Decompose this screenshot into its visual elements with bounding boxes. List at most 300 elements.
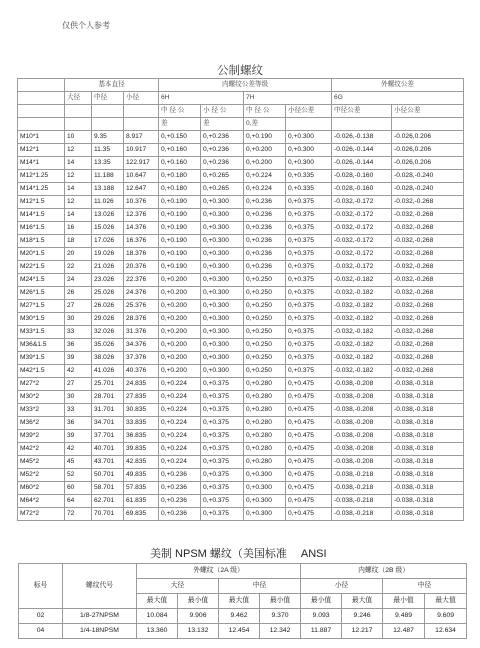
table-cell: -0.032,-0.268 (392, 274, 464, 287)
table-cell: 40.701 (92, 443, 124, 456)
table-cell: 0,+0.190 (159, 248, 201, 261)
table-cell: 0,+0.300 (286, 131, 332, 144)
table-cell: -0.032,-0.182 (332, 300, 392, 313)
table-cell: 30.835 (124, 404, 159, 417)
table-cell: -0.038,-0.318 (392, 443, 464, 456)
table-cell: 0,+0.236 (244, 248, 286, 261)
table-cell: 50.701 (92, 469, 124, 482)
table-cell: 0,+0.280 (244, 378, 286, 391)
table-cell: 9.906 (178, 609, 219, 624)
table-cell: -0.032,-0.172 (332, 248, 392, 261)
table-cell: -0.038,-0.318 (392, 430, 464, 443)
metric-table-row (18, 430, 464, 443)
table-cell: 0,+0.375 (201, 482, 244, 495)
table-cell: 22.376 (124, 274, 159, 287)
npsm-major-header: 大径 (137, 579, 219, 594)
npsm-min-header: 最小值 (301, 594, 342, 609)
table-cell: 0,+0.200 (159, 300, 201, 313)
table-cell: M14*1 (18, 157, 65, 170)
metric-header-row-1 (18, 79, 464, 92)
metric-table-row (18, 508, 464, 521)
table-cell: -0.032,-0.268 (392, 196, 464, 209)
table-cell: 25.701 (92, 378, 124, 391)
table-cell: M12*1.5 (18, 196, 65, 209)
table-cell: 0,+0.300 (201, 339, 244, 352)
metric-table-row (18, 365, 464, 378)
table-cell: 0,+0.224 (159, 417, 201, 430)
table-cell: -0.038,-0.208 (332, 378, 392, 391)
table-cell: 34.376 (124, 339, 159, 352)
npsm-title-suffix: ANSI (300, 548, 327, 560)
table-cell: 0,+0.200 (244, 144, 286, 157)
page-header-note: 仅供个人参考 (62, 21, 110, 30)
table-cell: 0,+0.300 (286, 157, 332, 170)
table-cell: M20*1.5 (18, 248, 65, 261)
table-cell: 0,+0.475 (286, 469, 332, 482)
table-cell: 0,+0.190 (159, 235, 201, 248)
table-cell: 0,+0.190 (244, 131, 286, 144)
table-cell: -0.026,-0.144 (332, 144, 392, 157)
metric-table-row (18, 196, 464, 209)
table-cell: 39 (65, 352, 92, 365)
table-cell: -0.032,-0.182 (332, 287, 392, 300)
table-cell: 31.701 (92, 404, 124, 417)
table-cell: 14 (65, 209, 92, 222)
table-cell: 0,+0.375 (201, 404, 244, 417)
npsm-table-row (19, 624, 467, 639)
table-cell: -0.038,-0.208 (332, 417, 392, 430)
npsm-number-header: 标号 (19, 564, 63, 609)
table-cell: 0,+0.300 (201, 235, 244, 248)
table-cell: 16.376 (124, 235, 159, 248)
table-cell: M33*2 (18, 404, 65, 417)
table-cell: M60*2 (18, 482, 65, 495)
table-cell: 0,+0.236 (244, 261, 286, 274)
npsm-min-header: 最小值 (178, 594, 219, 609)
table-cell: -0.038,-0.208 (332, 430, 392, 443)
table-cell: 19.026 (92, 248, 124, 261)
npsm-minor-header: 小径 (301, 579, 383, 594)
metric-table-row (18, 170, 464, 183)
table-cell: 0,+0.236 (244, 209, 286, 222)
table-cell: 27.835 (124, 391, 159, 404)
table-cell: 0,+0.236 (244, 235, 286, 248)
npsm-max-header: 最大值 (425, 594, 467, 609)
npsm-pitch-header: 中径 (219, 579, 301, 594)
table-cell: -0.038,-0.318 (392, 495, 464, 508)
table-cell: M33*1.5 (18, 326, 65, 339)
table-cell: -0.038,-0.218 (332, 495, 392, 508)
grade-6h-header: 6H (159, 92, 244, 105)
table-cell: 0,+0.375 (201, 508, 244, 521)
table-cell: M24*1.5 (18, 274, 65, 287)
table-cell: M36*2 (18, 417, 65, 430)
table-cell: -0.026,-0.138 (332, 131, 392, 144)
table-cell: 17.026 (92, 235, 124, 248)
table-cell: 36 (65, 339, 92, 352)
table-cell: M27*1.5 (18, 300, 65, 313)
table-cell: 0,+0.236 (201, 144, 244, 157)
table-cell: 12 (65, 170, 92, 183)
table-cell: 13.35 (92, 157, 124, 170)
table-cell: M12*1.25 (18, 170, 65, 183)
table-cell: M18*1.5 (18, 235, 65, 248)
table-cell: 0,+0.375 (201, 456, 244, 469)
table-cell: -0.032,-0.182 (332, 339, 392, 352)
table-cell: 0,+0.160 (159, 144, 201, 157)
table-cell: -0.038,-0.208 (332, 456, 392, 469)
table-cell: 0,+0.300 (201, 300, 244, 313)
table-cell: 64 (65, 495, 92, 508)
table-cell: 0,+0.375 (286, 287, 332, 300)
table-cell: -0.032,-0.268 (392, 339, 464, 352)
metric-table-row (18, 417, 464, 430)
minor-tol-6h-header: 小 径 公 (201, 105, 244, 118)
table-cell: 0,+0.375 (286, 235, 332, 248)
table-cell: 39.835 (124, 443, 159, 456)
table-cell: 0,+0.375 (286, 352, 332, 365)
npsm-max-header: 最大值 (137, 594, 178, 609)
table-cell: 0,+0.375 (286, 339, 332, 352)
table-cell: 0,+0.475 (286, 391, 332, 404)
table-cell: 0,+0.190 (159, 196, 201, 209)
table-cell: 23.026 (92, 274, 124, 287)
metric-table-row (18, 339, 464, 352)
metric-table-row (18, 274, 464, 287)
table-cell: 29.026 (92, 313, 124, 326)
table-cell: 0,+0.236 (201, 131, 244, 144)
table-cell: 11.026 (92, 196, 124, 209)
table-cell: 28.701 (92, 391, 124, 404)
table-cell: 0,+0.300 (201, 287, 244, 300)
table-cell: 0,+0.475 (286, 417, 332, 430)
metric-table-row (18, 144, 464, 157)
table-cell: -0.038,-0.318 (392, 378, 464, 391)
basic-diameter-header: 基本直径 (65, 79, 159, 92)
table-cell: 18.376 (124, 248, 159, 261)
table-cell: 0,+0.375 (201, 378, 244, 391)
table-cell: 27 (65, 300, 92, 313)
table-cell: 0,+0.300 (286, 144, 332, 157)
table-cell: 0,+0.300 (201, 222, 244, 235)
metric-table-row (18, 378, 464, 391)
table-cell: 20 (65, 248, 92, 261)
npsm-thread-table (18, 563, 467, 639)
table-cell: 0,+0.375 (286, 365, 332, 378)
table-cell: -0.032,-0.182 (332, 365, 392, 378)
table-cell: 0,+0.190 (159, 261, 201, 274)
table-cell: 0,+0.250 (244, 326, 286, 339)
table-cell: 0,+0.300 (201, 248, 244, 261)
table-cell: 0,+0.200 (159, 313, 201, 326)
header-cont-7h-a: 0,差 (244, 118, 286, 131)
table-cell: -0.028,-0.240 (392, 183, 464, 196)
table-cell: 8.917 (124, 131, 159, 144)
metric-table-row (18, 209, 464, 222)
table-cell: -0.038,-0.318 (392, 508, 464, 521)
table-cell: 12.634 (425, 624, 467, 639)
table-cell: 122.917 (124, 157, 159, 170)
table-cell: M14*1.5 (18, 209, 65, 222)
table-cell: 33 (65, 404, 92, 417)
table-cell: 0,+0.236 (244, 196, 286, 209)
table-cell: 21.026 (92, 261, 124, 274)
metric-table-row (18, 261, 464, 274)
table-cell: 0,+0.250 (244, 339, 286, 352)
table-cell: 0,+0.335 (286, 170, 332, 183)
table-cell: 9.489 (383, 609, 425, 624)
table-cell: M27*2 (18, 378, 65, 391)
npsm-external-header: 外螺纹（2A 级） (137, 564, 301, 579)
table-cell: -0.032,-0.182 (332, 326, 392, 339)
table-cell: -0.026,0.206 (392, 131, 464, 144)
table-cell: -0.038,-0.208 (332, 391, 392, 404)
npsm-min-header: 最小值 (260, 594, 301, 609)
table-cell: 0,+0.224 (159, 443, 201, 456)
metric-table-row (18, 482, 464, 495)
table-cell: 11.35 (92, 144, 124, 157)
table-cell: -0.032,-0.172 (332, 209, 392, 222)
table-cell: 26 (65, 287, 92, 300)
metric-table-row (18, 469, 464, 482)
table-cell: 0,+0.200 (159, 274, 201, 287)
table-cell: -0.026,0.206 (392, 157, 464, 170)
table-cell: 10.084 (137, 609, 178, 624)
table-cell: 0,+0.200 (159, 287, 201, 300)
table-cell: 0,+0.375 (286, 196, 332, 209)
metric-table-row (18, 352, 464, 365)
table-cell: -0.028,-0.160 (332, 170, 392, 183)
table-cell: 42 (65, 443, 92, 456)
table-cell: 13.360 (137, 624, 178, 639)
table-cell: 0,+0.475 (286, 482, 332, 495)
metric-table-row (18, 157, 464, 170)
pitch-tol-6g-header: 中径公差 (332, 105, 392, 118)
table-cell: 0,+0.224 (244, 170, 286, 183)
table-cell: 0,+0.375 (201, 417, 244, 430)
table-cell: 0,+0.224 (159, 391, 201, 404)
table-cell: 72 (65, 508, 92, 521)
table-cell: -0.032,-0.268 (392, 352, 464, 365)
metric-table-row (18, 235, 464, 248)
table-cell: -0.032,-0.268 (392, 248, 464, 261)
table-cell: 62.701 (92, 495, 124, 508)
table-cell: 37.376 (124, 352, 159, 365)
table-cell: -0.032,-0.268 (392, 261, 464, 274)
table-cell: 24.835 (124, 378, 159, 391)
table-cell: 41.026 (92, 365, 124, 378)
table-cell: -0.032,-0.268 (392, 235, 464, 248)
table-cell: 0,+0.300 (201, 365, 244, 378)
table-cell: 0,+0.224 (159, 378, 201, 391)
table-cell: 11.188 (92, 170, 124, 183)
table-cell: M30*2 (18, 391, 65, 404)
table-cell: 0,+0.236 (244, 222, 286, 235)
table-cell: 0,+0.300 (201, 196, 244, 209)
table-cell: 0,+0.224 (159, 456, 201, 469)
table-cell: M39*2 (18, 430, 65, 443)
table-cell: M16*1.5 (18, 222, 65, 235)
minor-diameter-header: 小径 (124, 92, 159, 105)
table-cell: M39*1.5 (18, 352, 65, 365)
metric-table-row (18, 287, 464, 300)
table-cell: 0,+0.236 (159, 495, 201, 508)
table-cell: -0.032,-0.172 (332, 222, 392, 235)
table-cell: 49.835 (124, 469, 159, 482)
table-cell: 0,+0.375 (201, 495, 244, 508)
npsm-title-text: 美制 NPSM 螺纹（美国标准 (150, 548, 287, 560)
table-cell: 42 (65, 365, 92, 378)
table-cell: 1/4-18NPSM (63, 624, 137, 639)
external-tolerance-header: 外螺纹公差 (332, 79, 464, 92)
table-cell: 37.701 (92, 430, 124, 443)
metric-table-row (18, 248, 464, 261)
table-cell: 0,+0.375 (201, 469, 244, 482)
minor-tol-7h-header: 小径公差 (286, 105, 332, 118)
table-cell: 9.462 (219, 609, 260, 624)
metric-table-row (18, 300, 464, 313)
table-cell: 10 (65, 131, 92, 144)
table-cell: 0,+0.375 (286, 222, 332, 235)
table-cell: 0,+0.300 (244, 508, 286, 521)
table-cell: 0,+0.200 (159, 365, 201, 378)
table-cell: 0,+0.250 (244, 352, 286, 365)
table-cell: 22 (65, 261, 92, 274)
table-cell: 0,+0.375 (286, 248, 332, 261)
npsm-table-row (19, 609, 467, 624)
npsm-max-header: 最大值 (219, 594, 260, 609)
table-cell: 36 (65, 417, 92, 430)
table-cell: 9.093 (301, 609, 342, 624)
table-cell: 0,+0.236 (201, 157, 244, 170)
npsm-title (150, 545, 327, 561)
table-cell: M12*1 (18, 144, 65, 157)
table-cell: M42*1.5 (18, 365, 65, 378)
table-cell: 26.026 (92, 300, 124, 313)
table-cell: M72*2 (18, 508, 65, 521)
metric-table-row (18, 404, 464, 417)
table-cell: 18 (65, 235, 92, 248)
table-cell: 0,+0.265 (201, 170, 244, 183)
table-cell: -0.032,-0.268 (392, 365, 464, 378)
pitch-diameter-header: 中径 (92, 92, 124, 105)
table-cell: 0,+0.280 (244, 443, 286, 456)
table-cell: -0.038,-0.318 (392, 456, 464, 469)
table-cell: -0.032,-0.268 (392, 326, 464, 339)
table-cell: -0.026,-0.144 (332, 157, 392, 170)
table-cell: 0,+0.280 (244, 417, 286, 430)
table-cell: 27 (65, 378, 92, 391)
table-cell: M42*2 (18, 443, 65, 456)
table-cell: -0.038,-0.218 (332, 482, 392, 495)
table-cell: 16 (65, 222, 92, 235)
table-cell: -0.026,0.206 (392, 144, 464, 157)
table-cell: 0,+0.300 (201, 209, 244, 222)
table-cell: 0,+0.250 (244, 313, 286, 326)
table-cell: 0,+0.280 (244, 391, 286, 404)
table-cell: 31.376 (124, 326, 159, 339)
table-cell: 0,+0.375 (286, 300, 332, 313)
metric-table-row (18, 131, 464, 144)
metric-table-row (18, 326, 464, 339)
table-cell: 1/8-27NPSM (63, 609, 137, 624)
table-cell: -0.038,-0.218 (332, 508, 392, 521)
table-cell: 0,+0.475 (286, 404, 332, 417)
table-cell: 0,+0.224 (159, 404, 201, 417)
table-cell: M10*1 (18, 131, 65, 144)
metric-table-row (18, 183, 464, 196)
table-cell: 12.647 (124, 183, 159, 196)
metric-table-row (18, 391, 464, 404)
grade-6g-header: 6G (332, 92, 464, 105)
table-cell: 30 (65, 391, 92, 404)
table-cell: 52 (65, 469, 92, 482)
metric-table-row (18, 443, 464, 456)
minor-tol-6g-header: 小径公差 (392, 105, 464, 118)
table-cell: -0.032,-0.268 (392, 222, 464, 235)
table-cell: 69.835 (124, 508, 159, 521)
table-cell: -0.032,-0.172 (332, 261, 392, 274)
table-cell: -0.032,-0.268 (392, 287, 464, 300)
table-cell: -0.032,-0.268 (392, 209, 464, 222)
table-cell: -0.038,-0.318 (392, 469, 464, 482)
table-cell: -0.038,-0.218 (332, 469, 392, 482)
table-cell: 0,+0.300 (244, 495, 286, 508)
table-cell: 9.246 (342, 609, 383, 624)
table-cell: 0,+0.375 (201, 391, 244, 404)
table-cell: M64*2 (18, 495, 65, 508)
table-cell: 30 (65, 313, 92, 326)
table-cell: 60 (65, 482, 92, 495)
table-cell: 0,+0.375 (286, 209, 332, 222)
table-cell: 38.026 (92, 352, 124, 365)
table-cell: 11.887 (301, 624, 342, 639)
table-cell: 0,+0.236 (159, 469, 201, 482)
table-cell: -0.032,-0.268 (392, 300, 464, 313)
table-cell: 14 (65, 157, 92, 170)
table-cell: 20.376 (124, 261, 159, 274)
table-cell: -0.038,-0.318 (392, 482, 464, 495)
table-cell: 0,+0.300 (201, 326, 244, 339)
npsm-pitch2-header: 中径 (383, 579, 467, 594)
table-cell: 02 (19, 609, 63, 624)
table-cell: 39 (65, 430, 92, 443)
table-cell: 14.376 (124, 222, 159, 235)
metric-table-row (18, 495, 464, 508)
table-cell: 28.376 (124, 313, 159, 326)
table-cell: M22*1.5 (18, 261, 65, 274)
table-cell: 0,+0.300 (244, 469, 286, 482)
table-cell: M52*2 (18, 469, 65, 482)
table-cell: 0,+0.250 (244, 300, 286, 313)
table-cell: 35.026 (92, 339, 124, 352)
metric-header-row-3 (18, 105, 464, 118)
table-cell: 0,+0.250 (244, 287, 286, 300)
metric-header-row-4 (18, 118, 464, 131)
npsm-code-header: 螺纹代号 (63, 564, 137, 609)
npsm-header-row-1 (19, 564, 467, 579)
table-cell: 0,+0.300 (201, 261, 244, 274)
table-cell: 9.609 (425, 609, 467, 624)
table-cell: 36.835 (124, 430, 159, 443)
table-cell: 12.376 (124, 209, 159, 222)
table-cell: -0.032,-0.268 (392, 313, 464, 326)
npsm-max-header: 最大值 (342, 594, 383, 609)
table-cell: 0,+0.236 (159, 508, 201, 521)
metric-thread-table (17, 78, 464, 521)
table-cell: 0,+0.250 (244, 365, 286, 378)
table-cell: M26*1.5 (18, 287, 65, 300)
